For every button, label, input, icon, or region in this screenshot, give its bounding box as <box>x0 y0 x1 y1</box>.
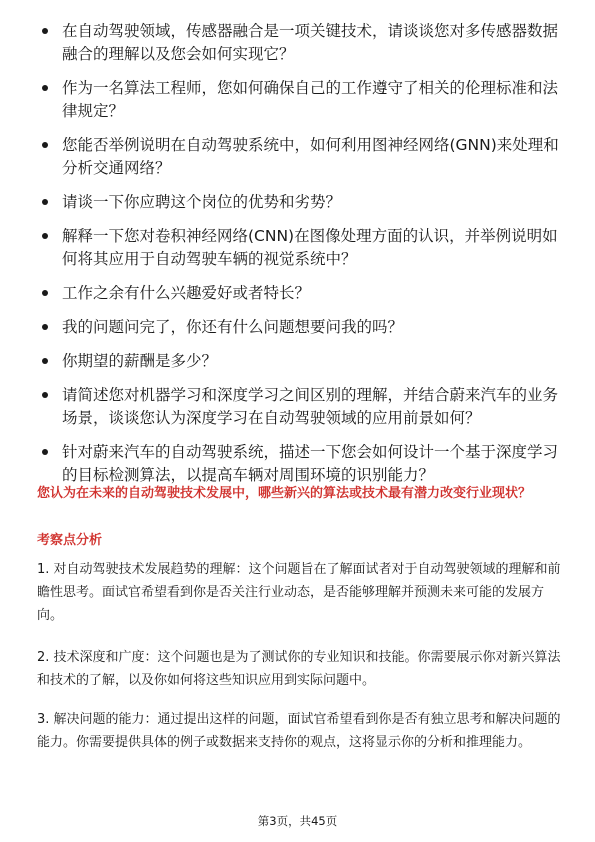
bullet-icon <box>42 142 48 148</box>
analysis-point: 3. 解决问题的能力：通过提出这样的问题，面试官希望看到你是否有独立思考和解决问题的能力。你需要提供具体的例子或数据来支持你的观点，这将显示你的分析和推理能力。 <box>37 712 561 750</box>
bullet-icon <box>42 290 48 296</box>
bullet-icon <box>42 392 48 398</box>
question-text: 针对蔚来汽车的自动驾驶系统，描述一下您会如何设计一个基于深度学习的目标检测算法，以提高车辆对周围环境的识别能力？ <box>62 443 559 484</box>
list-item <box>40 384 560 430</box>
list-item <box>40 441 560 487</box>
bullet-icon <box>42 199 48 205</box>
question-text: 在自动驾驶领域，传感器融合是一项关键技术，请谈谈您对多传感器数据融合的理解以及您会如何实现它？ <box>62 22 559 63</box>
list-item <box>40 77 560 123</box>
list-item <box>40 20 560 66</box>
question-text: 作为一名算法工程师，您如何确保自己的工作遵守了相关的伦理标准和法律规定？ <box>62 79 559 120</box>
question-text: 请谈一下你应聘这个岗位的优势和劣势？ <box>62 193 342 211</box>
question-text: 我的问题问完了，你还有什么问题想要问我的吗？ <box>62 318 404 336</box>
question-text: 你期望的薪酬是多少？ <box>62 352 218 370</box>
question-list <box>40 20 560 498</box>
analysis-heading: 考察点分析 <box>37 533 103 548</box>
question-text: 请简述您对机器学习和深度学习之间区别的理解，并结合蔚来汽车的业务场景，谈谈您认为深度学习在自动驾驶领域的应用前景如何？ <box>62 386 559 427</box>
bullet-icon <box>42 358 48 364</box>
analysis-point: 1. 对自动驾驶技术发展趋势的理解：这个问题旨在了解面试者对于自动驾驶领域的理解和前瞻性思考。面试官希望看到你是否关注行业动态，是否能够理解并预测未来可能的发展方向。 <box>37 562 561 623</box>
list-item <box>40 225 560 271</box>
bullet-icon <box>42 28 48 34</box>
list-item <box>40 191 560 214</box>
bullet-icon <box>42 449 48 455</box>
list-item <box>40 134 560 180</box>
bullet-icon <box>42 233 48 239</box>
page-number: 第3页，共45页 <box>257 814 338 828</box>
bullet-icon <box>42 85 48 91</box>
analysis-point: 2. 技术深度和广度：这个问题也是为了测试你的专业知识和技能。你需要展示你对新兴算法和技术的了解，以及你如何将这些知识应用到实际问题中。 <box>37 650 561 688</box>
question-text: 工作之余有什么兴趣爱好或者特长？ <box>62 284 311 302</box>
bullet-icon <box>42 324 48 330</box>
question-text: 您能否举例说明在自动驾驶系统中，如何利用图神经网络(GNN)来处理和分析交通网络？ <box>62 136 559 177</box>
list-item <box>40 316 560 339</box>
question-text: 解释一下您对卷积神经网络(CNN)在图像处理方面的认识，并举例说明如何将其应用于自动驾驶车辆的视觉系统中？ <box>62 227 558 268</box>
highlight-question: 您认为在未来的自动驾驶技术发展中，哪些新兴的算法或技术最有潜力改变行业现状？ <box>37 486 532 501</box>
list-item <box>40 282 560 305</box>
list-item <box>40 350 560 373</box>
